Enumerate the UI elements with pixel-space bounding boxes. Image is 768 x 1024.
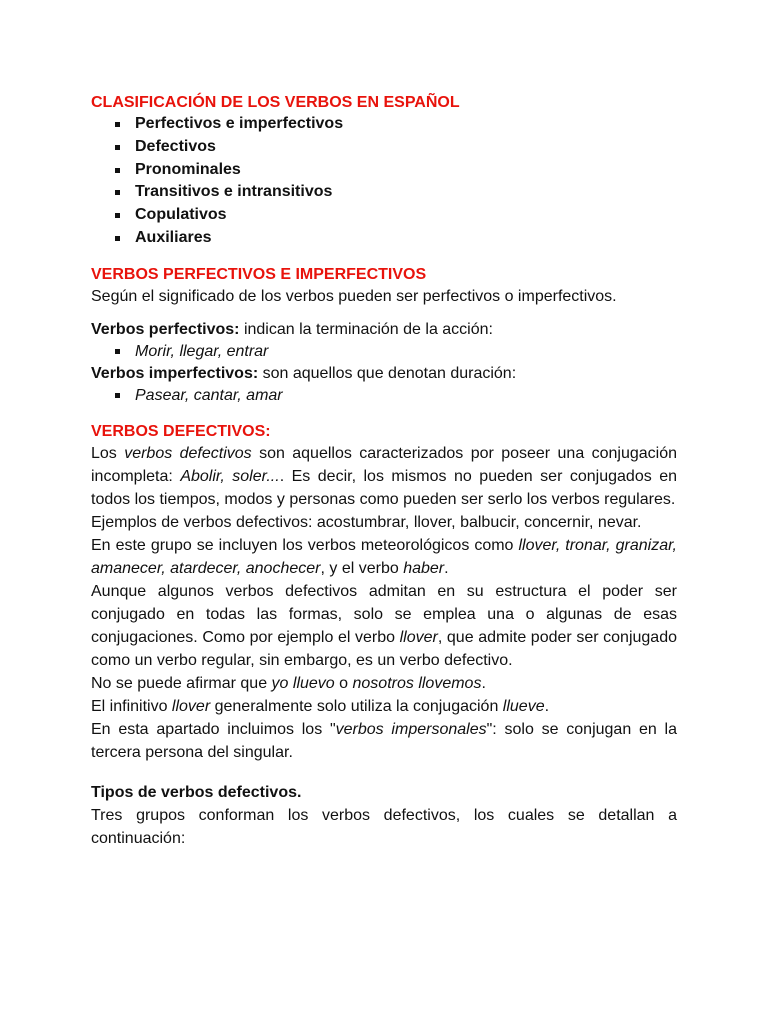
- text: . Es decir, los mismos no pueden ser conjugados en todos los tiempos, modos y personas como pueden ser serlo los verbos regulares.: [91, 467, 678, 508]
- heading-perfectivos: VERBOS PERFECTIVOS E IMPERFECTIVOS: [91, 265, 427, 283]
- italic-term: llueve: [502, 697, 545, 715]
- text: Los: [91, 444, 125, 462]
- text-imperfectivos: son aquellos que denotan duración:: [258, 365, 517, 383]
- text: o: [334, 674, 353, 692]
- list-item: Morir, llegar, entrar: [113, 341, 677, 363]
- heading-tipos: [91, 781, 677, 804]
- text: ": solo se conjugan en la tercera persona del singular.: [91, 720, 678, 761]
- text: .: [444, 559, 449, 577]
- paragraph-imperfectivos: [91, 362, 677, 385]
- list-item: Perfectivos e imperfectivos: [113, 113, 677, 136]
- paragraph-intro: Según el significado de los verbos pueden ser perfectivos o imperfectivos.: [91, 287, 617, 305]
- text: , que admite poder ser conjugado como un verbo regular, sin embargo, es un verbo defectivo.: [91, 628, 677, 669]
- italic-term: llover: [171, 697, 211, 715]
- italic-term: llover, tronar, granizar, amanecer, atardecer, anochecer: [91, 536, 677, 577]
- paragraph-defectivos-5: [91, 672, 677, 695]
- italic-term: nosotros llovemos: [352, 674, 482, 692]
- text: son aquellos caracterizados por poseer una conjugación incompleta:: [91, 444, 678, 485]
- paragraph-defectivos-2: Ejemplos de verbos defectivos: acostumbrar, llover, balbucir, concernir, nevar.: [91, 513, 642, 531]
- text: .: [544, 697, 550, 715]
- bold-heading: Tipos de verbos defectivos.: [91, 783, 302, 801]
- text: En este grupo se incluyen los verbos meteorológicos como: [91, 536, 519, 554]
- text: .: [481, 674, 486, 692]
- list-item: Pasear, cantar, amar: [113, 385, 677, 407]
- heading-clasificacion: CLASIFICACIÓN DE LOS VERBOS EN ESPAÑOL: [91, 94, 460, 111]
- list-item: Transitivos e intransitivos: [113, 181, 677, 204]
- paragraph-tipos: Tres grupos conforman los verbos defectivos, los cuales se detallan a continuación:: [91, 806, 677, 847]
- text: Aunque algunos verbos defectivos admitan en su estructura el poder ser conjugado en todas las formas, solo se emplea una o algunas de esas conjugaciones. Como por ejemplo el verbo: [91, 582, 677, 646]
- text: , y el verbo: [320, 559, 404, 577]
- italic-term: yo lluevo: [271, 674, 335, 692]
- italic-term: verbos impersonales: [335, 720, 487, 738]
- list-item: Pronominales: [113, 159, 677, 182]
- text: En esta apartado incluimos los ": [91, 720, 336, 738]
- list-item: Defectivos: [113, 136, 677, 159]
- perfectivos-examples: [91, 341, 677, 363]
- term-imperfectivos: Verbos imperfectivos:: [91, 365, 259, 383]
- text: El infinitivo: [91, 697, 172, 715]
- text: No se puede afirmar que: [91, 674, 272, 692]
- imperfectivos-examples: [91, 385, 677, 407]
- term-perfectivos: Verbos perfectivos:: [91, 320, 240, 338]
- paragraph-defectivos-7: [91, 718, 677, 764]
- italic-term: Abolir, soler...: [180, 467, 280, 485]
- document-page: [91, 93, 677, 850]
- italic-term: verbos defectivos: [124, 444, 252, 462]
- paragraph-defectivos-3: [91, 534, 677, 580]
- heading-defectivos: VERBOS DEFECTIVOS:: [91, 422, 271, 440]
- italic-term: haber: [403, 559, 445, 577]
- paragraph-perfectivos: [91, 318, 677, 341]
- italic-term: llover: [399, 628, 438, 646]
- list-item: Copulativos: [113, 204, 677, 227]
- paragraph-defectivos-6: [91, 695, 677, 718]
- list-item: Auxiliares: [113, 227, 677, 250]
- paragraph-defectivos-1: [91, 442, 677, 511]
- clasificacion-list: [91, 113, 677, 250]
- paragraph-defectivos-4: [91, 580, 677, 672]
- text-perfectivos: indican la terminación de la acción:: [239, 320, 493, 338]
- text: generalmente solo utiliza la conjugación: [210, 697, 503, 715]
